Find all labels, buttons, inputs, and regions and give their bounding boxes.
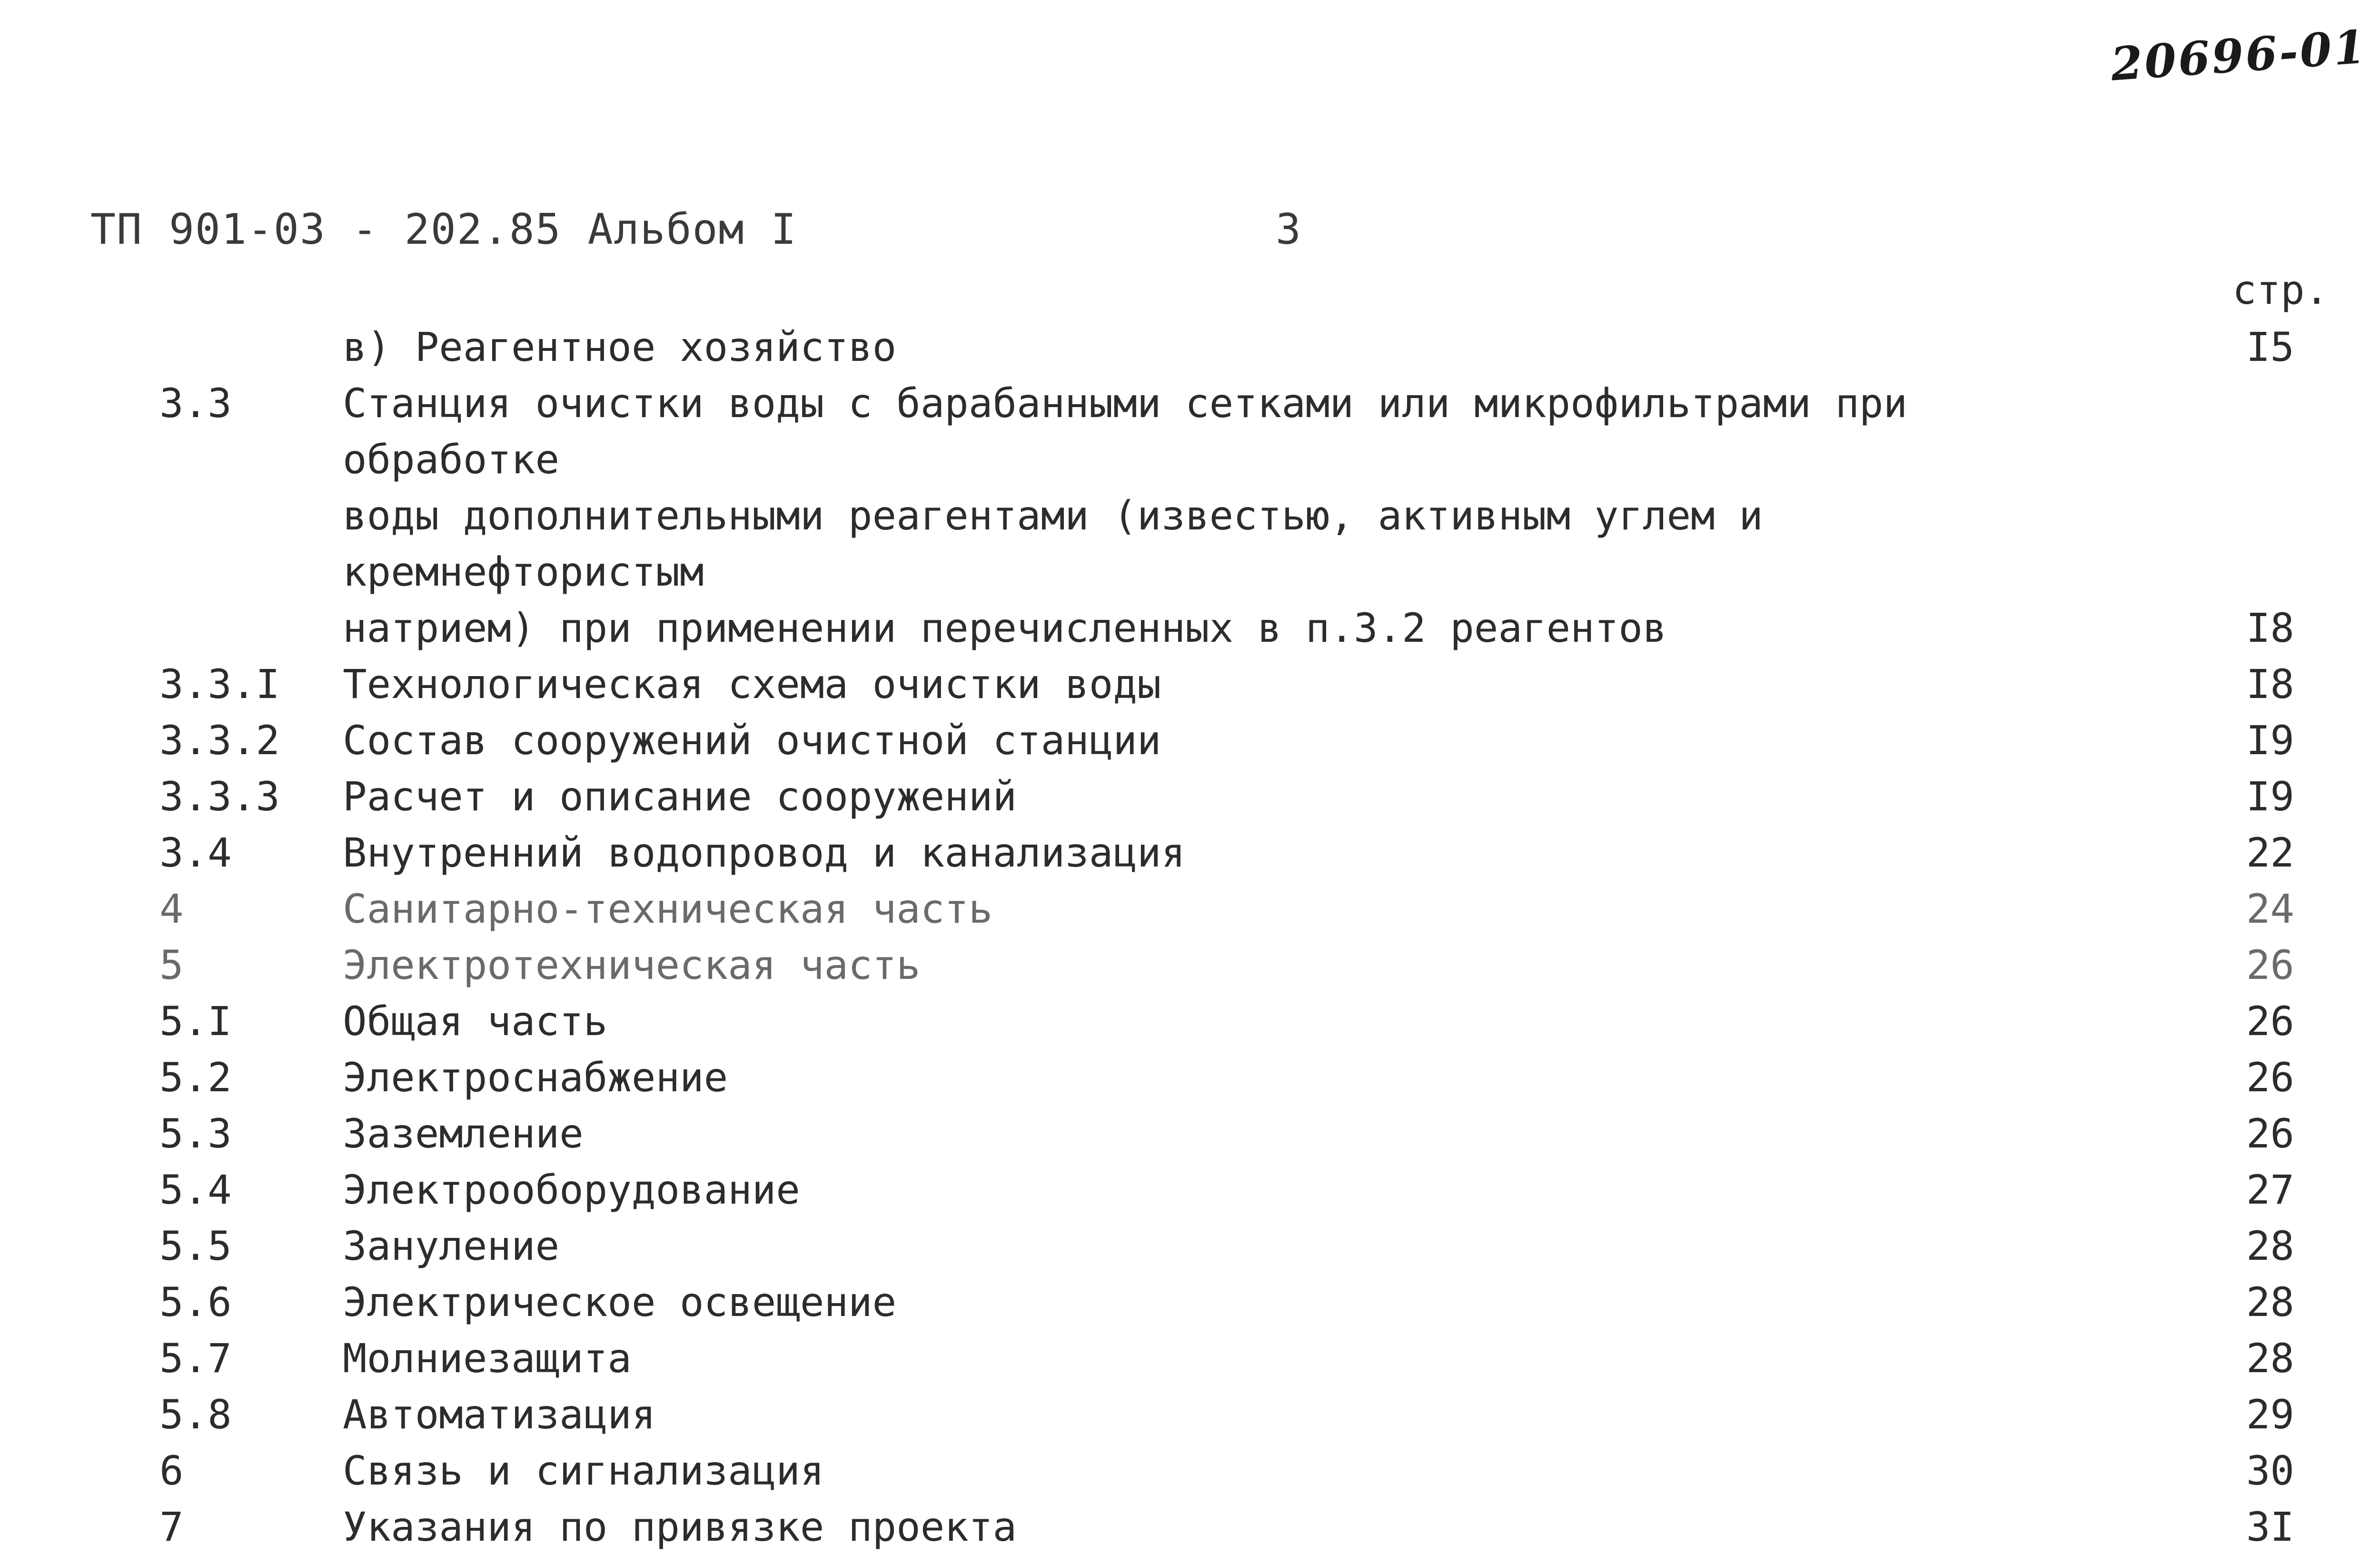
toc-row-title: Заземление	[343, 1110, 584, 1157]
toc-row-title: Технологическая схема очистки воды	[343, 661, 1161, 708]
toc-row-page: 26	[2246, 942, 2294, 988]
toc-row	[0, 1106, 2380, 1162]
toc-row	[0, 937, 2380, 993]
toc-row-number: 5.8	[159, 1391, 232, 1438]
toc-row-title: Общая часть	[343, 998, 608, 1045]
toc-row-title: Указания по привязке проекта	[343, 1504, 1017, 1550]
toc-row-page: 22	[2246, 829, 2294, 876]
toc-row	[0, 993, 2380, 1049]
toc-row-title: Электрооборудование	[343, 1166, 800, 1213]
toc-row-title: Состав сооружений очистной станции	[343, 717, 1161, 764]
toc-row	[0, 1443, 2380, 1499]
toc-row-number: 5.4	[159, 1166, 232, 1213]
toc-row-title: Расчет и описание сооружений	[343, 773, 1017, 820]
toc-row-page: 28	[2246, 1335, 2294, 1382]
toc-row	[0, 768, 2380, 825]
toc-row	[0, 656, 2380, 712]
toc-row-title: Санитарно-техническая часть	[343, 886, 993, 932]
toc-row	[0, 1274, 2380, 1330]
toc-row	[0, 881, 2380, 937]
toc-row-number: 6	[159, 1447, 184, 1494]
handwritten-document-number: 20696-01	[2109, 20, 2369, 91]
toc-row-page: 24	[2246, 886, 2294, 932]
toc-row-page: 26	[2246, 998, 2294, 1045]
toc-row-title: Зануление	[343, 1223, 560, 1269]
toc-row-number: 3.3.I	[159, 661, 280, 708]
toc-row-number: 5.3	[159, 1110, 232, 1157]
toc-row	[0, 1162, 2380, 1218]
toc-row-page: I8	[2246, 605, 2294, 651]
toc-row-number: 3.3.2	[159, 717, 280, 764]
toc-row	[0, 825, 2380, 881]
toc-row	[0, 1218, 2380, 1274]
toc-row-page: 29	[2246, 1391, 2294, 1438]
toc-row-title: в) Реагентное хозяйство	[343, 324, 897, 370]
toc-row-page: I5	[2246, 324, 2294, 370]
page-column-label: стр.	[2232, 267, 2329, 313]
toc-row-title: Внутренний водопровод и канализация	[343, 829, 1186, 876]
toc-row-page: 28	[2246, 1223, 2294, 1269]
toc-row-page: 3I	[2246, 1504, 2294, 1550]
toc-row-number: 5	[159, 942, 184, 988]
toc-row	[0, 375, 2380, 656]
toc-row-page: I8	[2246, 661, 2294, 708]
toc-row-number: 5.I	[159, 998, 232, 1045]
toc-row-number: 5.7	[159, 1335, 232, 1382]
toc-row	[0, 1386, 2380, 1443]
toc-row-page: I9	[2246, 773, 2294, 820]
toc-row-title: Связь и сигнализация	[343, 1447, 824, 1494]
toc-row	[0, 319, 2380, 375]
toc-row-title: Станция очистки воды с барабанными сетками или микрофильтрами при обработке воды дополнительными реагентами (известью, активным углем и кремнефтористым натрием) при применении перечисленных в п.3.2 реагентов	[343, 380, 1908, 651]
toc-row-title: Электроснабжение	[343, 1054, 728, 1101]
toc-row-page: I9	[2246, 717, 2294, 764]
toc-row-number: 5.5	[159, 1223, 232, 1269]
toc-row	[0, 1499, 2380, 1555]
toc-row-page: 27	[2246, 1166, 2294, 1213]
toc-row-number: 3.3	[159, 380, 232, 427]
toc-row-title: Автоматизация	[343, 1391, 656, 1438]
document-header-code: ТП 901-03 - 202.85 Альбом I	[90, 205, 797, 254]
toc-row-number: 5.6	[159, 1279, 232, 1326]
toc-row-number: 4	[159, 886, 184, 932]
toc-row	[0, 1330, 2380, 1386]
toc-row	[0, 712, 2380, 768]
toc-row-page: 26	[2246, 1110, 2294, 1157]
toc-row-page: 26	[2246, 1054, 2294, 1101]
toc-row-number: 3.3.3	[159, 773, 280, 820]
header-page-number: 3	[1276, 205, 1301, 254]
toc-row-number: 5.2	[159, 1054, 232, 1101]
toc-row-page: 28	[2246, 1279, 2294, 1326]
toc-row-title: Электрическое освещение	[343, 1279, 897, 1326]
toc-row-number: 3.4	[159, 829, 232, 876]
toc-row	[0, 1049, 2380, 1106]
toc-row-title: Молниезащита	[343, 1335, 632, 1382]
toc-row-number: 7	[159, 1504, 184, 1550]
toc-row-title: Электротехническая часть	[343, 942, 921, 988]
toc-row-page: 30	[2246, 1447, 2294, 1494]
table-of-contents	[0, 319, 2380, 1555]
